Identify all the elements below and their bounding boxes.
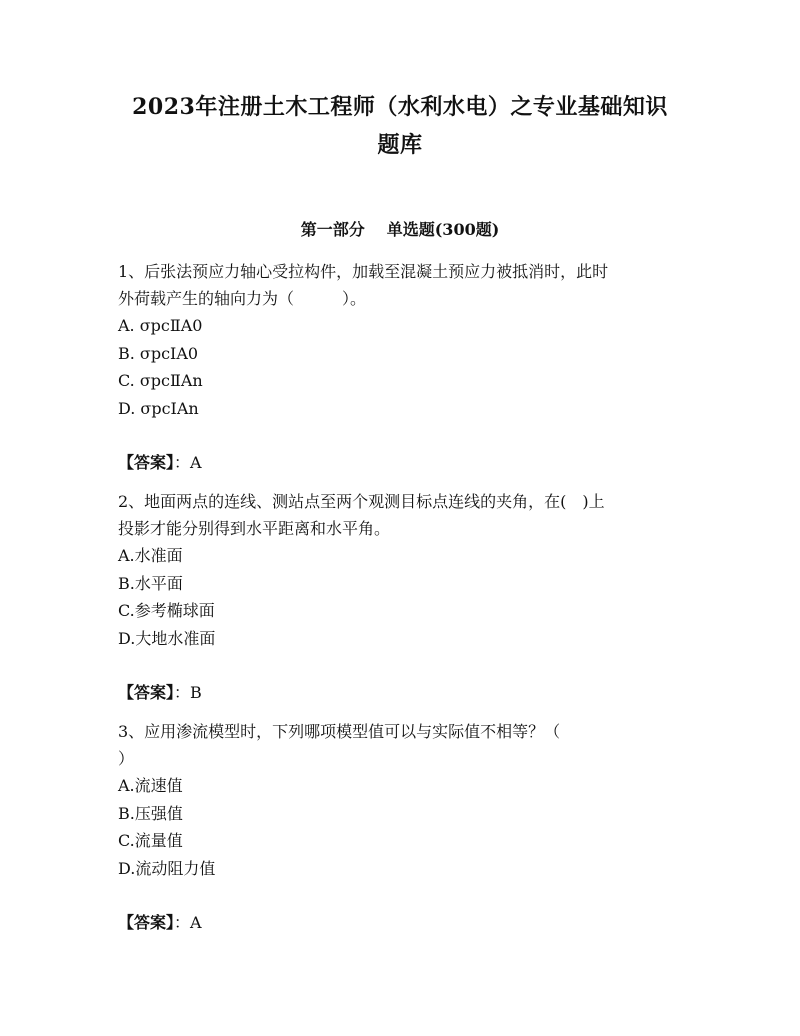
document-title [100, 88, 700, 164]
answer-value: B [190, 683, 202, 702]
section-heading [0, 218, 800, 242]
answer-label: 【答案】 [118, 683, 175, 702]
answer-line [118, 909, 698, 936]
question-stem-line: 1、后张法预应力轴心受拉构件，加载至混凝土预应力被抵消时，此时 [118, 262, 609, 281]
answer-value: A [190, 913, 202, 932]
answer-value: A [190, 453, 202, 472]
option-a: A. σpcⅡA0 [118, 316, 203, 335]
question-stem-line: 外荷载产生的轴向力为（ ）。 [118, 289, 367, 308]
question-stem-line: 3、应用渗流模型时，下列哪项模型值可以与实际值不相等？（ [118, 722, 561, 741]
option-b: B. σpcⅠA0 [118, 343, 199, 363]
option-a: A.流速值 [118, 776, 183, 795]
section-name: 单选题(300题) [386, 220, 500, 239]
option-c: C.参考椭球面 [118, 601, 215, 620]
title-line-2: 题库 [377, 132, 423, 158]
question-list [118, 258, 698, 948]
option-d: D.流动阻力值 [118, 858, 216, 878]
option-c: C.流量值 [118, 831, 183, 850]
option-c: C. σpcⅡAn [118, 371, 203, 390]
question-stem-line: 2、地面两点的连线、测站点至两个观测目标点连线的夹角，在( )上 [118, 492, 605, 511]
answer-line [118, 679, 698, 706]
question-stem [118, 718, 698, 772]
answer-label: 【答案】 [118, 453, 175, 472]
question-stem-line: ） [118, 749, 135, 768]
question-stem [118, 258, 698, 312]
answer-separator: ： [174, 683, 191, 702]
answer-separator: ： [174, 913, 191, 932]
option-d: D. σpcⅠAn [118, 398, 199, 418]
question-stem-line: 投影才能分别得到水平距离和水平角。 [118, 519, 391, 538]
section-part: 第一部分 [300, 220, 365, 239]
option-d: D.大地水准面 [118, 628, 216, 648]
question-stem [118, 488, 698, 542]
answer-separator: ： [174, 453, 191, 472]
question-item [118, 258, 698, 476]
option-b: B.水平面 [118, 573, 183, 593]
answer-label: 【答案】 [118, 913, 175, 932]
question-item [118, 488, 698, 706]
question-item [118, 718, 698, 936]
title-line-1: 2023年注册土木工程师（水利水电）之专业基础知识 [132, 94, 668, 120]
option-a: A.水准面 [118, 546, 183, 565]
answer-line [118, 449, 698, 476]
option-b: B.压强值 [118, 803, 183, 823]
